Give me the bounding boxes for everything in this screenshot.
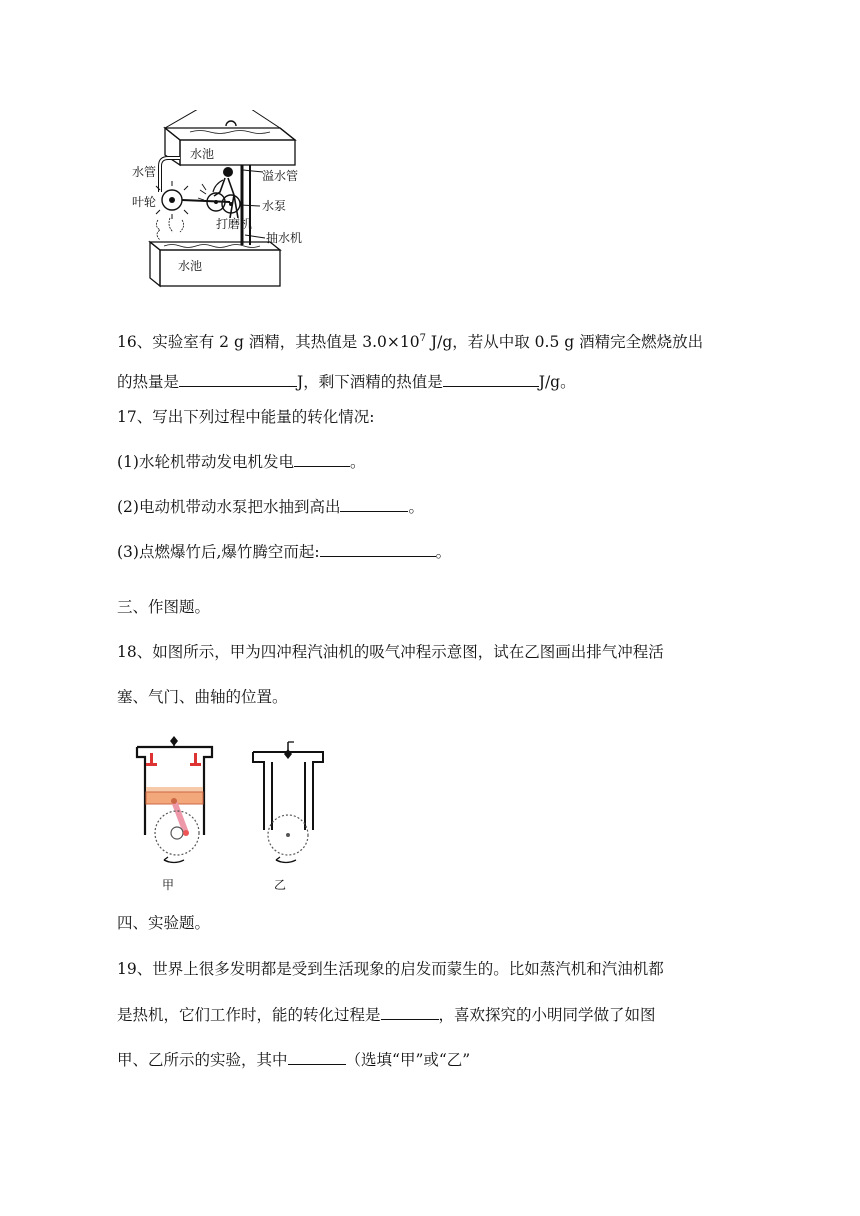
q19-line1: 19、世界上很多发明都是受到生活现象的启发而蒙生的。比如蒸汽机和汽油机都	[117, 960, 664, 978]
q17-blank-1[interactable]	[294, 450, 350, 467]
impeller-label: 叶轮	[132, 195, 157, 209]
water-mill-figure	[130, 110, 310, 300]
grinder-label: 打磨机	[216, 217, 253, 231]
q16-text-a: 16、实验室有 2 g 酒精，其热值是 3.0×10	[117, 333, 420, 352]
q19-text-c: 甲、乙所示的实验，其中	[117, 1051, 288, 1069]
q16-exponent: 7	[419, 333, 426, 344]
q17-item3-text: (3)点燃爆竹后,爆竹腾空而起:	[117, 543, 320, 561]
q17-item2-end: 。	[408, 498, 424, 516]
q17-item3-end: 。	[435, 543, 452, 561]
engine-label-jia: 甲	[162, 878, 175, 892]
section-4-heading: 四、实验题。	[117, 914, 211, 932]
pipe-label: 水管	[132, 165, 157, 179]
q19-text-a: 是热机，它们工作时，能的转化过程是	[117, 1006, 381, 1024]
q18-line2: 塞、气门、曲轴的位置。	[117, 688, 288, 706]
q17-item1-end: 。	[349, 453, 366, 471]
q17-item3	[117, 540, 451, 563]
engine-intake-figure	[132, 735, 222, 895]
q19-line2	[117, 1003, 656, 1026]
pump-label: 水泵	[262, 199, 287, 213]
engine-label-yi: 乙	[274, 878, 287, 892]
q19-blank-2[interactable]	[288, 1048, 346, 1065]
q19-blank-1[interactable]	[381, 1003, 439, 1020]
q19-line3	[117, 1048, 470, 1071]
q16-line2	[117, 370, 576, 393]
q16-text-c: 的热量是	[117, 373, 180, 391]
q16-blank-1[interactable]	[179, 370, 297, 387]
q19-text-d: （选填“甲”或“乙”	[345, 1051, 471, 1069]
q18-line1: 18、如图所示，甲为四冲程汽油机的吸气冲程示意图，试在乙图画出排气冲程活	[117, 643, 664, 661]
q17-item1-text: (1)水轮机带动发电机发电	[117, 453, 294, 471]
q16-text-e: J/g。	[538, 373, 576, 391]
q16-text-d: J，剩下酒精的热值是	[297, 373, 443, 391]
section-3-heading: 三、作图题。	[117, 598, 211, 616]
bottom-pool-label: 水池	[178, 259, 203, 273]
q17-item2	[117, 495, 424, 518]
q16-text-b: J/g，若从中取 0.5 g 酒精完全燃烧放出	[425, 333, 704, 352]
q16-blank-2[interactable]	[443, 370, 539, 387]
q17-blank-3[interactable]	[320, 540, 436, 557]
overflow-pipe-label: 溢水管	[262, 169, 299, 183]
q17-blank-2[interactable]	[340, 495, 408, 512]
top-pool-label: 水池	[190, 147, 215, 161]
q19-text-b: ，喜欢探究的小明同学做了如图	[438, 1006, 656, 1024]
extractor-label: 抽水机	[266, 231, 303, 245]
q17-item1	[117, 450, 365, 473]
q17-title: 17、写出下列过程中能量的转化情况:	[117, 408, 375, 426]
engine-exhaust-figure	[248, 740, 338, 895]
q16-line1	[117, 328, 703, 353]
q17-item2-text: (2)电动机带动水泵把水抽到高出	[117, 498, 341, 516]
